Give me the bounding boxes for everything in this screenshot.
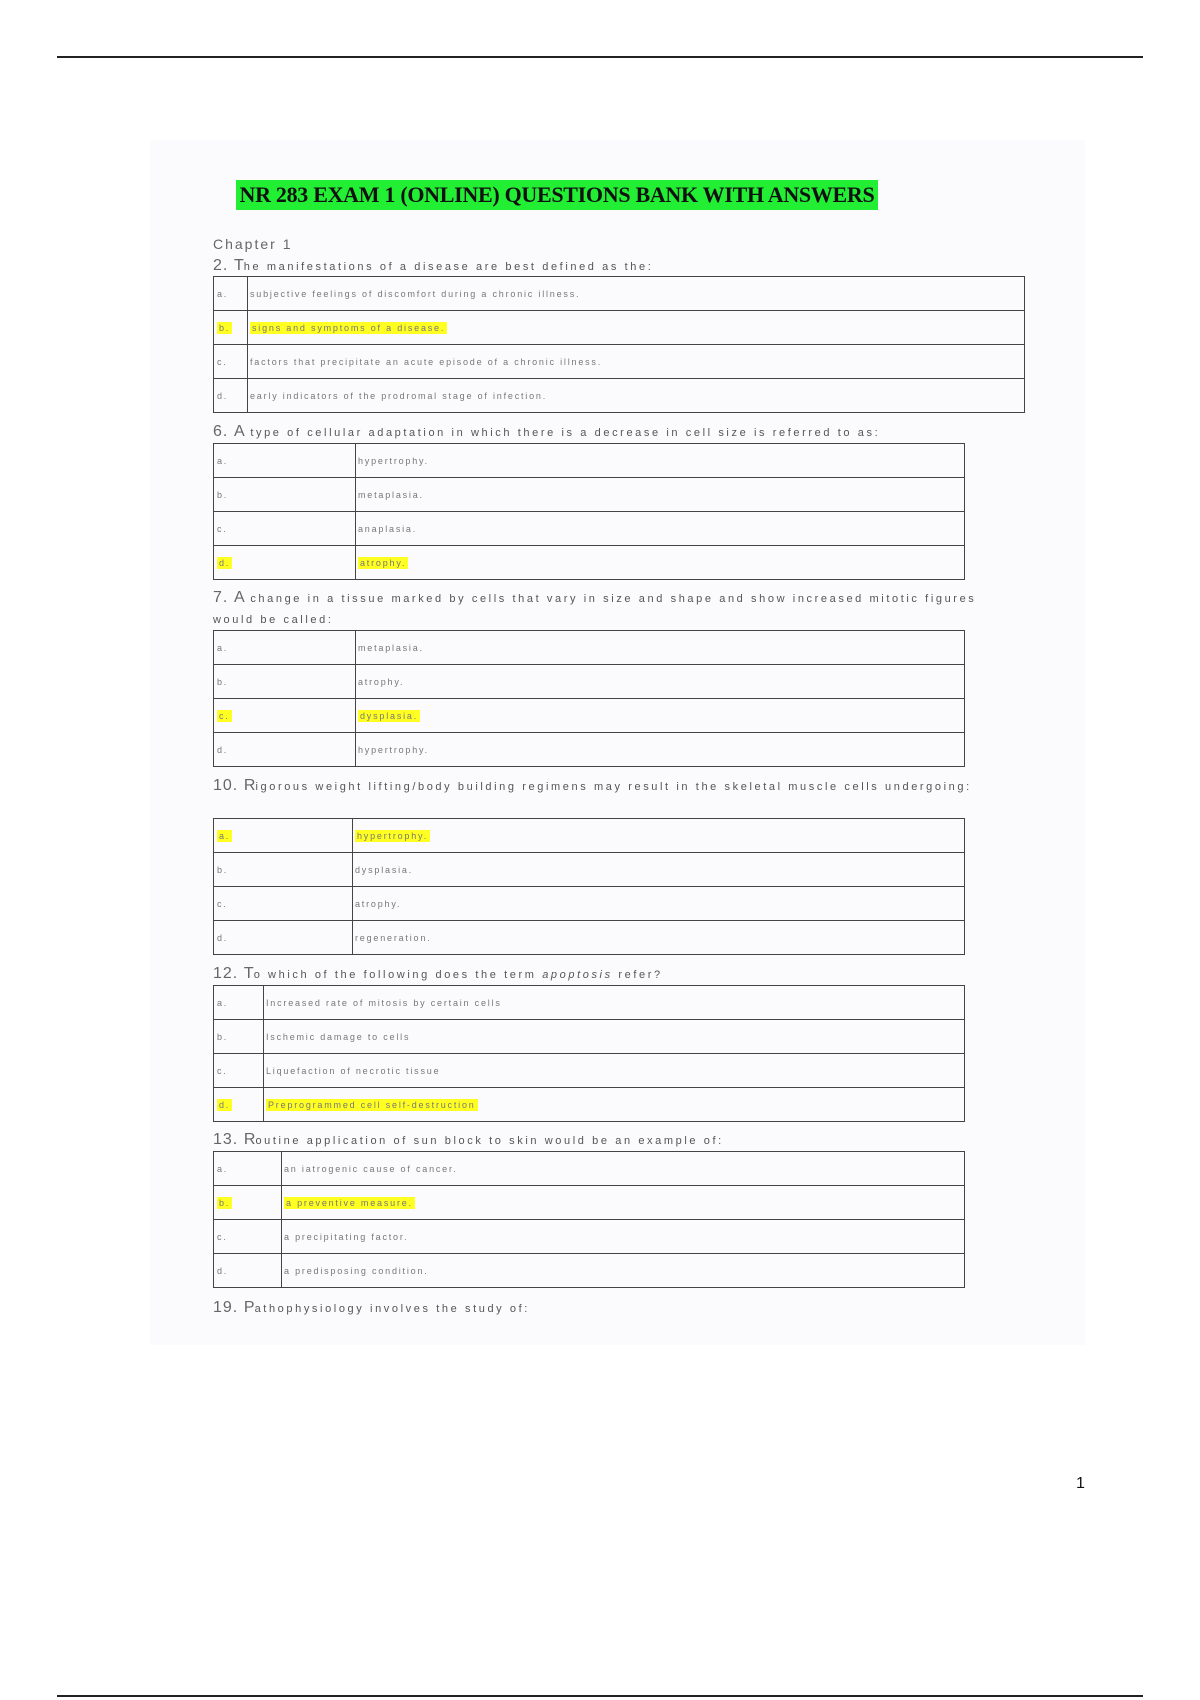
option-text: subjective feelings of discomfort during a chronic illness.	[250, 288, 581, 299]
question-number: 12.	[213, 965, 239, 982]
option-letter: b.	[217, 489, 229, 500]
options-table-q13	[213, 1151, 965, 1288]
option-letter: a.	[217, 997, 229, 1008]
question-number: 2.	[213, 257, 229, 274]
document-title: NR 283 EXAM 1 (ONLINE) QUESTIONS BANK WITH ANSWERS	[236, 180, 879, 210]
option-row[interactable]	[214, 699, 965, 733]
option-letter: d.	[217, 1265, 229, 1276]
question-lead-letter: R	[243, 777, 256, 794]
option-row[interactable]	[214, 665, 965, 699]
correct-option-text: hypertrophy.	[357, 830, 428, 841]
option-row[interactable]	[214, 921, 965, 955]
option-text: factors that precipitate an acute episode of a chronic illness.	[250, 356, 603, 367]
option-row[interactable]	[214, 1254, 965, 1288]
correct-option-letter: d.	[219, 1099, 231, 1110]
chapter-heading: Chapter 1	[213, 236, 293, 252]
correct-option-text: Preprogrammed cell self-destruction	[268, 1099, 476, 1110]
option-letter: c.	[217, 523, 228, 534]
option-text: hypertrophy.	[358, 744, 429, 755]
correct-option-text: dysplasia.	[360, 710, 419, 721]
option-letter: d.	[217, 744, 229, 755]
correct-option-letter: d.	[219, 557, 231, 568]
question-lead-letter: A	[234, 589, 245, 606]
option-row[interactable]	[214, 1220, 965, 1254]
question-6	[213, 421, 1033, 444]
option-text: an iatrogenic cause of cancer.	[284, 1163, 458, 1174]
question-lead-letter: A	[234, 423, 245, 440]
question-number: 13.	[213, 1131, 239, 1148]
correct-option-text: signs and symptoms of a disease.	[252, 322, 446, 333]
option-text: a predisposing condition.	[284, 1265, 429, 1276]
title-container	[112, 180, 1002, 210]
correct-option-letter: c.	[219, 710, 230, 721]
option-row[interactable]	[214, 1152, 965, 1186]
option-row[interactable]	[214, 631, 965, 665]
option-text: regeneration.	[355, 932, 432, 943]
options-table-q7	[213, 630, 965, 767]
option-text: metaplasia.	[358, 642, 424, 653]
correct-option-text: a preventive measure.	[286, 1197, 413, 1208]
question-number: 10.	[213, 777, 239, 794]
option-letter: a.	[217, 288, 229, 299]
option-letter: d.	[217, 390, 229, 401]
question-text: type of cellular adaptation in which there is a decrease in cell size is referred to as:	[244, 427, 881, 439]
option-letter: d.	[217, 932, 229, 943]
question-number: 6.	[213, 423, 229, 440]
correct-option-letter: b.	[219, 1197, 231, 1208]
option-text: Ischemic damage to cells	[266, 1031, 411, 1042]
question-lead-letter: R	[243, 1131, 256, 1148]
option-text: Liquefaction of necrotic tissue	[266, 1065, 441, 1076]
question-19	[213, 1297, 1013, 1320]
question-lead-letter: T	[243, 965, 254, 982]
option-row[interactable]	[214, 1020, 965, 1054]
question-text: he manifestations of a disease are best defined as the:	[243, 261, 654, 273]
option-row[interactable]	[214, 986, 965, 1020]
question-number: 19.	[213, 1299, 239, 1316]
options-table-q10	[213, 818, 965, 955]
correct-option-letter: b.	[219, 322, 231, 333]
question-term-italic: apoptosis	[542, 969, 613, 981]
option-row[interactable]	[214, 379, 1025, 413]
option-text: dysplasia.	[355, 864, 414, 875]
header-rule	[57, 56, 1143, 58]
question-7	[213, 587, 1013, 631]
question-text: athophysiology involves the study of:	[254, 1303, 530, 1315]
question-text: change in a tissue marked by cells that vary in size and shape and show increased mitotic figures would be called:	[213, 593, 977, 626]
question-2	[213, 255, 1013, 278]
option-text: atrophy.	[355, 898, 402, 909]
question-text: igorous weight lifting/body building regimens may result in the skeletal muscle cells undergoing:	[255, 781, 972, 793]
option-letter: b.	[217, 1031, 229, 1042]
options-table-q6	[213, 443, 965, 580]
option-row[interactable]	[214, 1088, 965, 1122]
option-row[interactable]	[214, 512, 965, 546]
option-letter: a.	[217, 642, 229, 653]
option-text: Increased rate of mitosis by certain cells	[266, 997, 502, 1008]
option-row[interactable]	[214, 478, 965, 512]
question-text: o which of the following does the term	[253, 969, 543, 981]
question-lead-letter: T	[234, 257, 244, 274]
option-text: a precipitating factor.	[284, 1231, 409, 1242]
option-letter: b.	[217, 676, 229, 687]
option-row[interactable]	[214, 819, 965, 853]
options-table-q12	[213, 985, 965, 1122]
option-letter: c.	[217, 1065, 228, 1076]
option-row[interactable]	[214, 733, 965, 767]
option-row[interactable]	[214, 887, 965, 921]
question-12	[213, 963, 1013, 986]
option-row[interactable]	[214, 1186, 965, 1220]
option-text: early indicators of the prodromal stage of infection.	[250, 390, 548, 401]
question-lead-letter: P	[243, 1299, 255, 1316]
option-letter: b.	[217, 864, 229, 875]
option-row[interactable]	[214, 311, 1025, 345]
footer-rule	[57, 1695, 1143, 1697]
question-13	[213, 1129, 1013, 1152]
option-row[interactable]	[214, 345, 1025, 379]
option-row[interactable]	[214, 546, 965, 580]
option-letter: c.	[217, 356, 228, 367]
option-text: hypertrophy.	[358, 455, 429, 466]
question-text-end: refer?	[612, 969, 663, 981]
option-row[interactable]	[214, 444, 965, 478]
option-row[interactable]	[214, 853, 965, 887]
option-row[interactable]	[214, 277, 1025, 311]
correct-option-letter: a.	[219, 830, 231, 841]
option-row[interactable]	[214, 1054, 965, 1088]
question-number: 7.	[213, 589, 229, 606]
correct-option-text: atrophy.	[360, 557, 407, 568]
option-text: metaplasia.	[358, 489, 424, 500]
option-letter: a.	[217, 455, 229, 466]
options-table-q2	[213, 276, 1025, 413]
option-text: atrophy.	[358, 676, 405, 687]
question-text: outine application of sun block to skin would be an example of:	[255, 1135, 724, 1147]
option-letter: a.	[217, 1163, 229, 1174]
question-10	[213, 775, 973, 798]
page-number: 1	[1076, 1475, 1085, 1492]
option-letter: c.	[217, 898, 228, 909]
option-text: anaplasia.	[358, 523, 418, 534]
option-letter: c.	[217, 1231, 228, 1242]
